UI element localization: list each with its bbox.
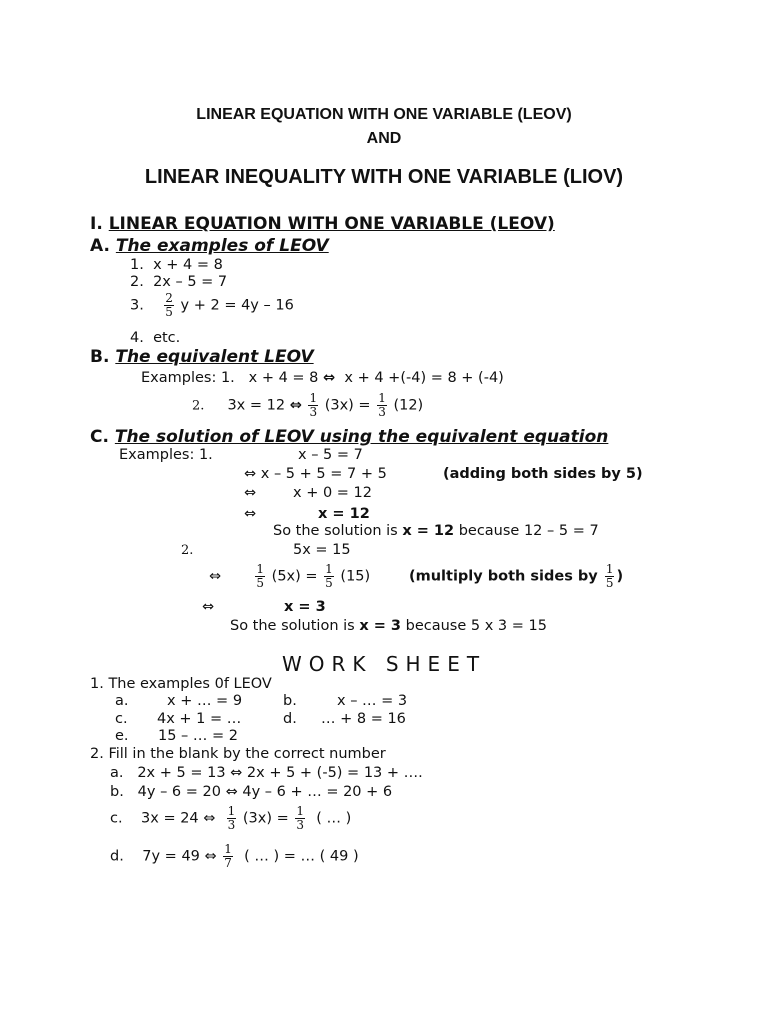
- equation-middle: (5x) =: [271, 568, 318, 585]
- item-text: x + 4 = 8: [153, 257, 223, 273]
- title-and: AND: [366, 130, 402, 147]
- fill-item: [110, 784, 392, 800]
- solution-value: x = 12: [402, 523, 455, 539]
- item-number: 1.: [130, 257, 144, 273]
- fraction: [308, 392, 318, 419]
- fraction: [295, 805, 305, 832]
- equivalence-arrow: ⇔: [244, 485, 257, 501]
- blank-item: [115, 693, 129, 709]
- equation-right: ( … ) = … ( 49 ): [244, 848, 359, 865]
- item-number: 4.: [130, 330, 144, 346]
- blank-item-text: 4x + 1 = …: [157, 711, 242, 727]
- item-label: d.: [283, 711, 297, 727]
- fraction-denominator: 5: [605, 576, 614, 590]
- fraction: [377, 392, 387, 419]
- section-b-letter: B.: [90, 347, 110, 367]
- fraction: [227, 805, 237, 832]
- item-text: etc.: [153, 330, 181, 346]
- solution-text: So the solution is: [230, 618, 360, 634]
- solution-note: [409, 563, 623, 590]
- example-item: [130, 292, 294, 319]
- solution-step: [209, 563, 370, 590]
- note-end: ): [616, 568, 624, 585]
- blank-item-text: … + 8 = 16: [321, 711, 406, 727]
- solution-text: So the solution is: [273, 523, 403, 539]
- fill-item: [110, 843, 359, 870]
- equation-right: (12): [393, 397, 424, 414]
- fraction: [164, 292, 174, 319]
- question-1: 1. The examples 0f LEOV: [90, 676, 272, 692]
- fraction-denominator: 3: [227, 818, 236, 832]
- title-line-2: LINEAR INEQUALITY WITH ONE VARIABLE (LIOV): [144, 166, 624, 188]
- item-text: 2x – 5 = 7: [153, 274, 228, 290]
- fraction-numerator: 2: [165, 291, 173, 305]
- fraction-numerator: 1: [605, 562, 614, 576]
- section-1-heading: [90, 214, 555, 234]
- section-b-title: The equivalent LEOV: [115, 347, 314, 367]
- solution-result: x = 3: [284, 599, 326, 615]
- blank-item: [283, 693, 297, 709]
- equation-middle: (3x) =: [324, 397, 371, 414]
- worksheet-heading: WORK SHEET: [281, 652, 487, 676]
- equivalence-arrow: ⇔: [202, 599, 215, 615]
- solution-check: because 12 – 5 = 7: [454, 523, 599, 539]
- fraction-numerator: 1: [296, 804, 305, 818]
- item-label: d.: [110, 848, 124, 865]
- item-text: 2x + 5 = 13 ⇔ 2x + 5 + (-5) = 13 + ….: [137, 765, 423, 781]
- item-number: 2.: [130, 274, 144, 290]
- solution-statement: [273, 523, 599, 539]
- blank-item-text: x + … = 9: [167, 693, 243, 709]
- section-a-letter: A.: [90, 236, 110, 256]
- item-label: c.: [115, 711, 128, 727]
- fraction-numerator: 1: [378, 391, 386, 405]
- equivalence-arrow: ⇔: [323, 370, 336, 386]
- note-text: (multiply both sides by: [409, 568, 598, 585]
- item-text: y + 2 = 4y – 16: [180, 297, 294, 314]
- fraction-denominator: 3: [309, 405, 318, 419]
- item-label: e.: [115, 728, 129, 744]
- section-c-title: The solution of LEOV using the equivalent equation: [114, 427, 609, 447]
- fraction-denominator: 3: [378, 405, 386, 419]
- equation-left: x + 4 = 8: [248, 370, 319, 386]
- solution-step: 5x = 15: [293, 542, 351, 558]
- item-label: b.: [110, 784, 124, 800]
- examples-label: Examples: 1.: [119, 447, 213, 463]
- section-c-letter: C.: [90, 427, 109, 447]
- solution-result: x = 12: [318, 506, 370, 522]
- solution-step: x + 0 = 12: [293, 485, 372, 501]
- fraction-denominator: 5: [325, 576, 333, 590]
- item-text: 4y – 6 = 20 ⇔ 4y – 6 + … = 20 + 6: [137, 784, 393, 800]
- fraction-denominator: 5: [256, 576, 265, 590]
- section-a-title: The examples of LEOV: [115, 236, 329, 256]
- equation-left: 3x = 12: [227, 397, 286, 414]
- item-number: 2.: [181, 543, 194, 558]
- equation-left: 3x = 24 ⇔: [141, 810, 216, 827]
- equation-right: ( … ): [316, 810, 352, 827]
- blank-item: [115, 711, 128, 727]
- fraction-numerator: 1: [325, 562, 333, 576]
- examples-label: Examples: 1.: [141, 370, 235, 386]
- equivalence-arrow: ⇔: [209, 568, 222, 585]
- solution-value: x = 3: [359, 618, 401, 634]
- fraction-numerator: 1: [224, 842, 232, 856]
- blank-item-text: 15 – … = 2: [158, 728, 239, 744]
- example-item: [130, 330, 180, 346]
- equation-middle: (3x) =: [242, 810, 289, 827]
- fraction: [605, 563, 615, 590]
- title-line-1: LINEAR EQUATION WITH ONE VARIABLE (LEOV): [196, 106, 572, 123]
- solution-step: x – 5 = 7: [298, 447, 363, 463]
- fraction-numerator: 1: [256, 562, 265, 576]
- equation-left: 7y = 49 ⇔: [142, 848, 217, 865]
- blank-item: [283, 711, 297, 727]
- fraction: [223, 843, 233, 870]
- fill-item: [110, 765, 423, 781]
- solution-check: because 5 x 3 = 15: [401, 618, 547, 634]
- fraction-denominator: 7: [224, 856, 232, 870]
- item-label: a.: [115, 693, 129, 709]
- solution-statement: [230, 618, 547, 634]
- item-label: b.: [283, 693, 297, 709]
- item-number: 3.: [130, 297, 144, 314]
- fraction-numerator: 1: [227, 804, 236, 818]
- equivalence-arrow: ⇔: [289, 397, 302, 414]
- section-a-heading: [90, 236, 329, 256]
- equivalent-example-1: [141, 370, 504, 386]
- section-b-heading: [90, 347, 314, 367]
- equation-right: x + 4 +(-4) = 8 + (-4): [344, 370, 504, 386]
- item-label: a.: [110, 765, 124, 781]
- blank-item: [115, 728, 129, 744]
- fill-item: [110, 805, 351, 832]
- solution-step: ⇔ x – 5 + 5 = 7 + 5: [244, 466, 387, 482]
- question-2: 2. Fill in the blank by the correct number: [90, 746, 386, 762]
- fraction: [255, 563, 265, 590]
- example-item: [130, 257, 223, 273]
- solution-note: (adding both sides by 5): [443, 466, 643, 482]
- example-item: [130, 274, 227, 290]
- fraction: [324, 563, 334, 590]
- fraction-denominator: 3: [296, 818, 305, 832]
- fraction-denominator: 5: [165, 305, 173, 319]
- equivalence-arrow: ⇔: [244, 506, 257, 522]
- section-c-heading: [90, 427, 608, 447]
- fraction-numerator: 1: [309, 391, 318, 405]
- item-label: c.: [110, 810, 123, 827]
- item-number: 2.: [192, 398, 205, 414]
- equivalent-example-2: [192, 392, 423, 419]
- section-1-title: LINEAR EQUATION WITH ONE VARIABLE (LEOV): [108, 214, 555, 234]
- section-1-number: I.: [90, 214, 103, 234]
- equation-right: (15): [340, 568, 371, 585]
- blank-item-text: x – … = 3: [337, 693, 408, 709]
